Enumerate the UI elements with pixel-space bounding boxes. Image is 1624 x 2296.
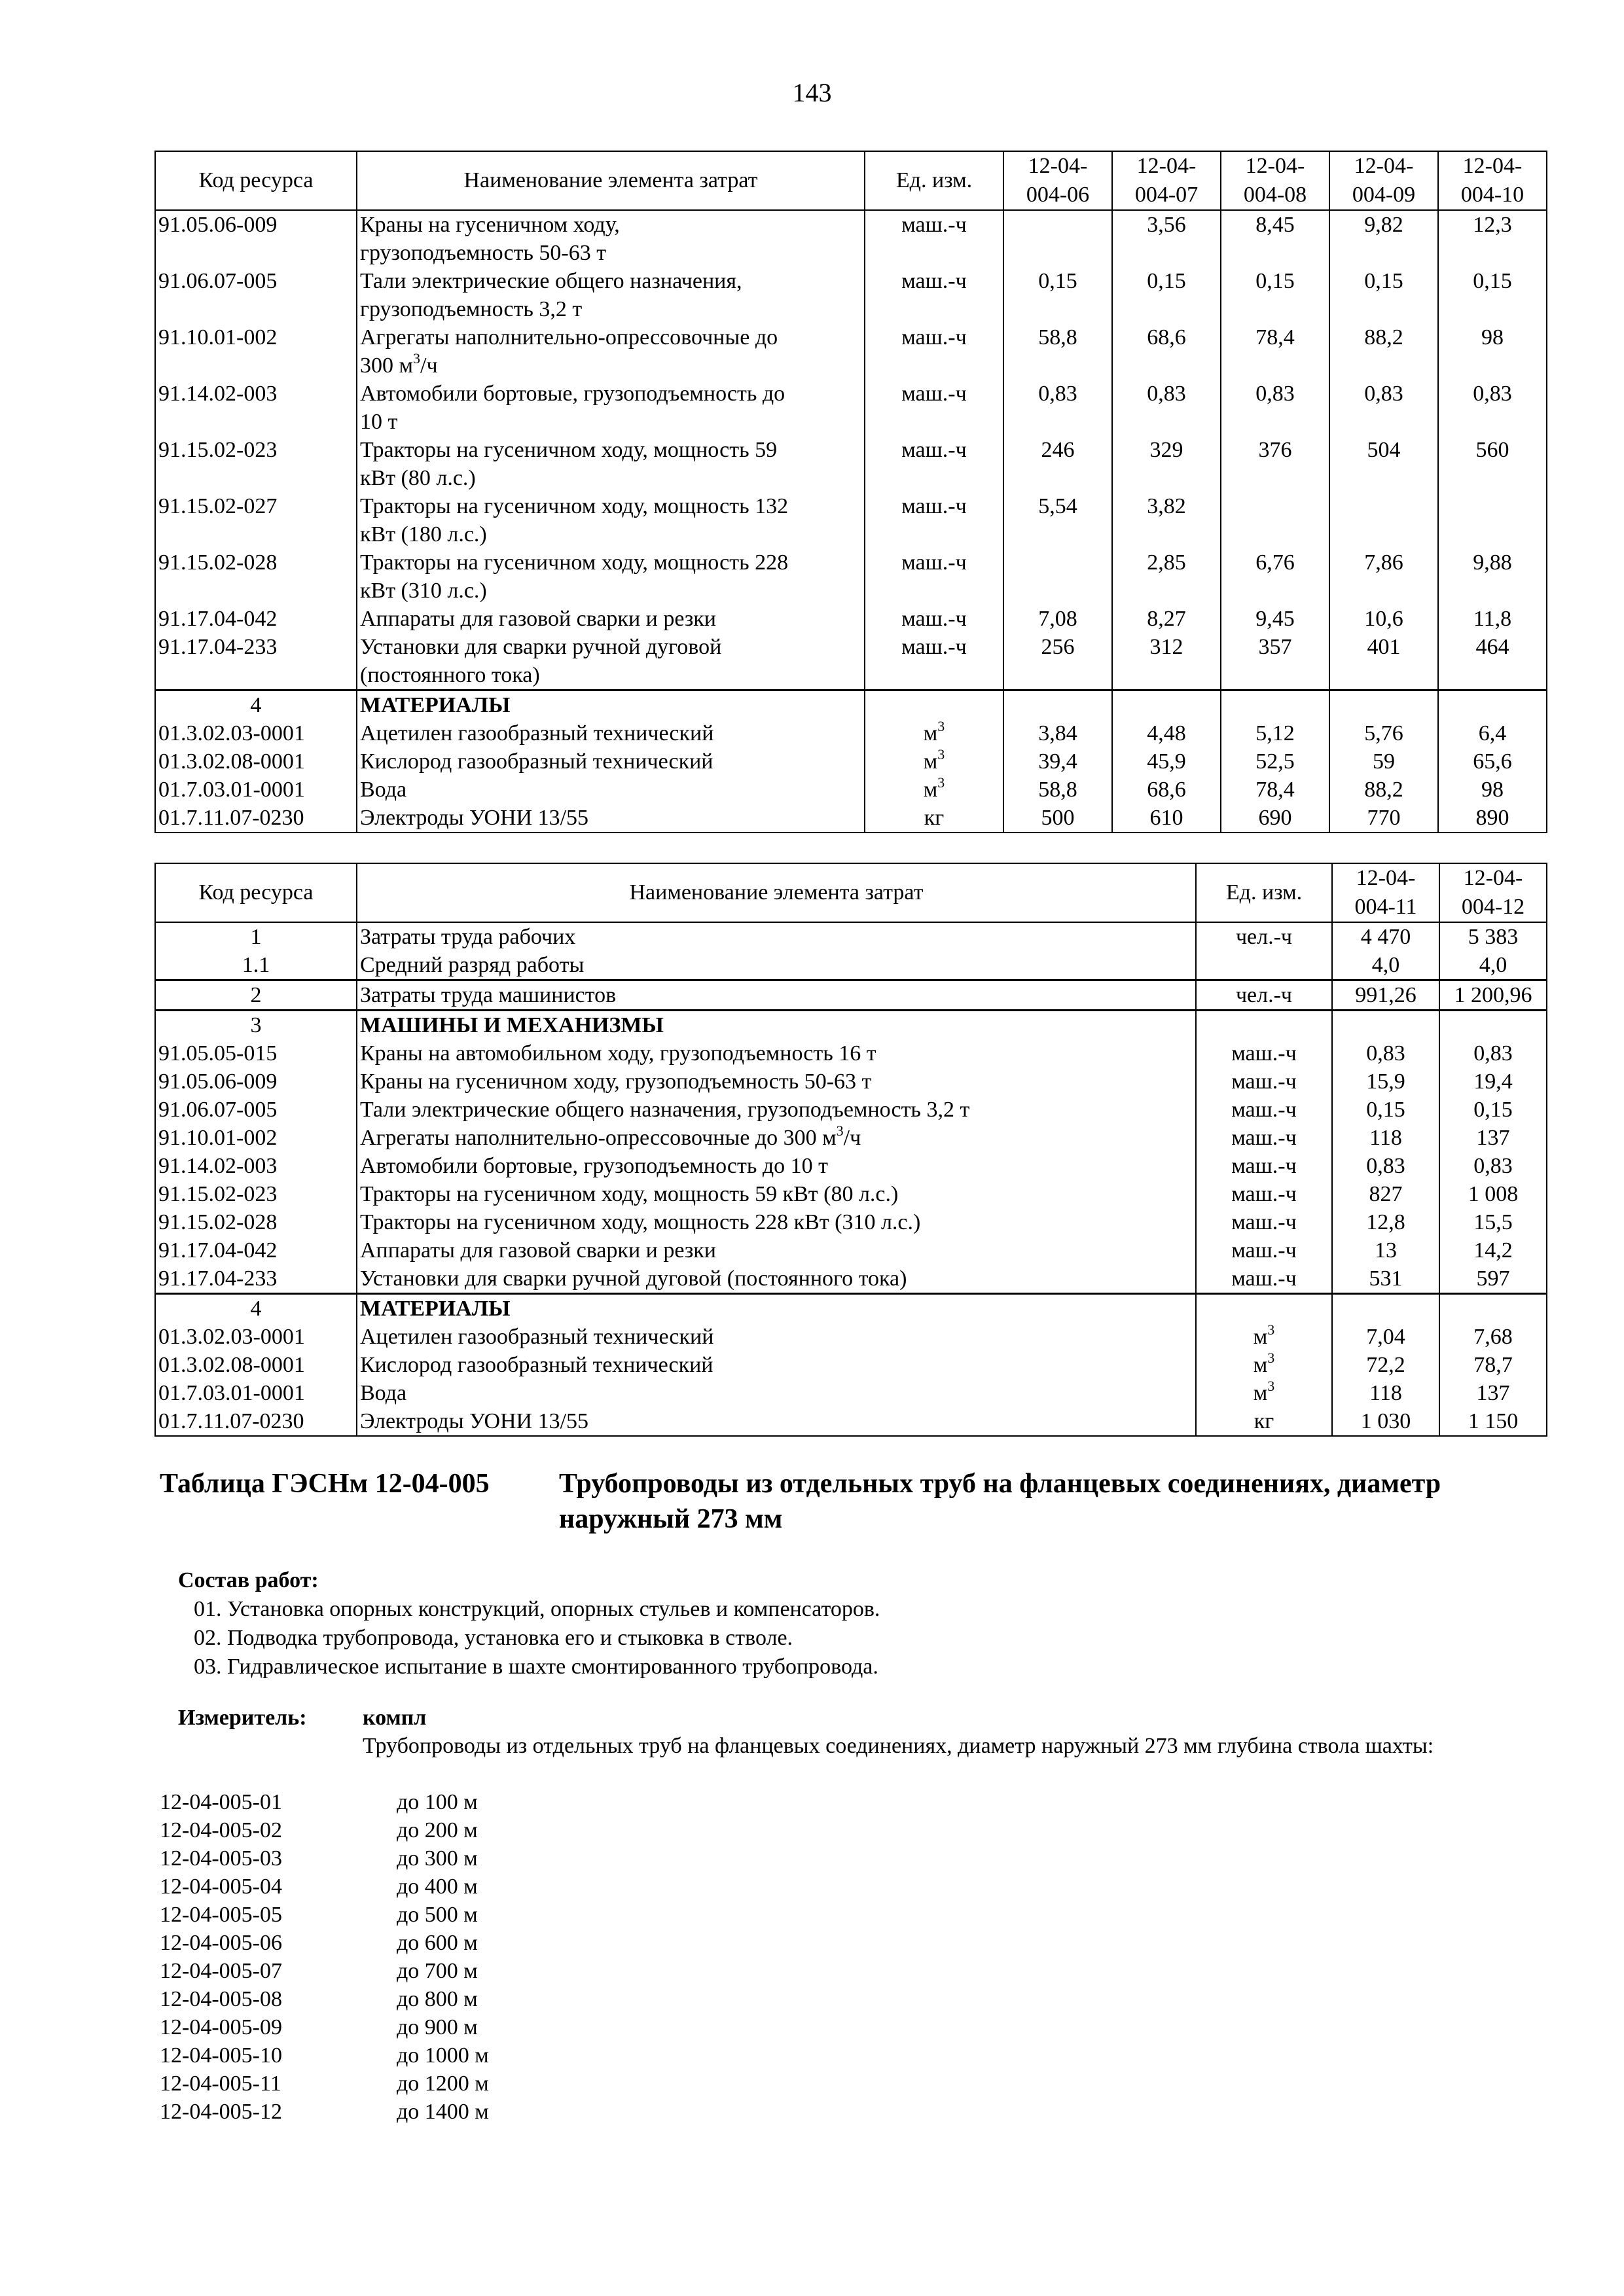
- norm-code: 12-04-005-02: [160, 1818, 282, 1842]
- cost-element-name: Краны на гусеничном ходу, грузоподъемность 50-63 т: [357, 1067, 1196, 1096]
- table-row: [155, 1096, 1547, 1124]
- column-header: Ед. изм.: [865, 151, 1003, 210]
- shaft-depth: до 1400 м: [397, 2100, 489, 2124]
- value-cell: 500: [1003, 804, 1112, 833]
- value-cell: 4,48: [1112, 719, 1221, 747]
- value-cell: 0,83: [1438, 380, 1547, 436]
- list-item: [160, 2070, 814, 2098]
- value-cell: 19,4: [1439, 1067, 1547, 1096]
- resource-code: 2: [155, 980, 357, 1011]
- table-row: [155, 1152, 1547, 1180]
- page-number: 143: [792, 78, 832, 107]
- resource-code: 91.17.04-233: [155, 1265, 357, 1294]
- value-cell: [1329, 691, 1438, 720]
- table-row: [155, 1407, 1547, 1436]
- value-cell: 0,15: [1003, 267, 1112, 323]
- shaft-depth: до 900 м: [397, 2015, 478, 2039]
- unit: маш.-ч: [865, 492, 1003, 548]
- value-cell: 4,0: [1332, 951, 1439, 980]
- cost-element-name: Вода: [357, 1379, 1196, 1407]
- cost-element-name: Кислород газообразный технический: [357, 747, 865, 776]
- value-cell: 4 470: [1332, 922, 1439, 951]
- resource-code: 91.17.04-233: [155, 633, 357, 691]
- value-cell: 10,6: [1329, 605, 1438, 633]
- value-cell: 827: [1332, 1180, 1439, 1208]
- resource-code: 91.06.07-005: [155, 1096, 357, 1124]
- meter-list: [160, 1788, 814, 2126]
- value-cell: 401: [1329, 633, 1438, 691]
- unit: маш.-ч: [865, 548, 1003, 605]
- value-cell: 5,54: [1003, 492, 1112, 548]
- cost-element-name: Тракторы на гусеничном ходу, мощность 59 кВт (80 л.с.): [357, 436, 865, 492]
- value-cell: 137: [1439, 1379, 1547, 1407]
- cost-element-name: Аппараты для газовой сварки и резки: [357, 605, 865, 633]
- value-cell: 991,26: [1332, 980, 1439, 1011]
- value-cell: 39,4: [1003, 747, 1112, 776]
- list-item: [160, 1816, 814, 1844]
- unit: [865, 691, 1003, 720]
- value-cell: 3,56: [1112, 210, 1221, 267]
- value-cell: 6,4: [1438, 719, 1547, 747]
- work-composition: [178, 1566, 880, 1681]
- resource-code: 91.15.02-027: [155, 492, 357, 548]
- table-row: [155, 1236, 1547, 1265]
- value-cell: 13: [1332, 1236, 1439, 1265]
- value-cell: 6,76: [1221, 548, 1329, 605]
- value-cell: 0,83: [1332, 1039, 1439, 1067]
- cost-element-name: Автомобили бортовые, грузоподъемность до 10 т: [357, 380, 865, 436]
- resource-code: 1: [155, 922, 357, 951]
- value-cell: 137: [1439, 1124, 1547, 1152]
- resource-code: 91.05.05-015: [155, 1039, 357, 1067]
- unit: маш.-ч: [865, 210, 1003, 267]
- shaft-depth: до 600 м: [397, 1931, 478, 1955]
- unit: [1196, 1294, 1332, 1323]
- table-row: [155, 1067, 1547, 1096]
- table-title: Трубопроводы из отдельных труб на фланцевых соединениях, диаметр наружный 273 мм: [559, 1469, 1441, 1534]
- resource-code: 01.7.11.07-0230: [155, 804, 357, 833]
- value-cell: 5,12: [1221, 719, 1329, 747]
- table-row: [155, 1265, 1547, 1294]
- resource-code: 91.15.02-028: [155, 548, 357, 605]
- column-header: 12-04- 004-06: [1003, 151, 1112, 210]
- unit: маш.-ч: [1196, 1124, 1332, 1152]
- list-item: [160, 1844, 814, 1873]
- resource-code: 91.10.01-002: [155, 323, 357, 380]
- norm-code: 12-04-005-10: [160, 2043, 282, 2068]
- table-row: [155, 1124, 1547, 1152]
- resource-table-1: [154, 151, 1547, 833]
- value-cell: 68,6: [1112, 776, 1221, 804]
- value-cell: 11,8: [1438, 605, 1547, 633]
- value-cell: [1003, 691, 1112, 720]
- resource-code: 4: [155, 691, 357, 720]
- value-cell: 9,82: [1329, 210, 1438, 267]
- unit: кг: [865, 804, 1003, 833]
- table-row: [155, 548, 1547, 605]
- work-item: 03. Гидравлическое испытание в шахте смонтированного трубопровода.: [194, 1655, 878, 1679]
- column-header: Наименование элемента затрат: [357, 151, 865, 210]
- value-cell: 118: [1332, 1379, 1439, 1407]
- list-item: [160, 2013, 814, 2041]
- table-row: [155, 1208, 1547, 1236]
- value-cell: [1003, 548, 1112, 605]
- table-row: [155, 633, 1547, 691]
- list-item: [160, 1985, 814, 2013]
- table-row: [155, 1039, 1547, 1067]
- table-row: [155, 980, 1547, 1011]
- value-cell: 65,6: [1438, 747, 1547, 776]
- column-header: 12-04- 004-12: [1439, 863, 1547, 922]
- value-cell: 9,88: [1438, 548, 1547, 605]
- column-header: 12-04- 004-11: [1332, 863, 1439, 922]
- column-header: Код ресурса: [155, 151, 357, 210]
- unit: маш.-ч: [1196, 1236, 1332, 1265]
- resource-code: 91.15.02-023: [155, 1180, 357, 1208]
- value-cell: 7,68: [1439, 1323, 1547, 1351]
- cost-element-name: Ацетилен газообразный технический: [357, 719, 865, 747]
- resource-code: 91.14.02-003: [155, 1152, 357, 1180]
- value-cell: [1221, 492, 1329, 548]
- value-cell: 118: [1332, 1124, 1439, 1152]
- unit: $м^3$: [865, 776, 1003, 804]
- norm-code: 12-04-005-04: [160, 1874, 282, 1899]
- table-row: [155, 436, 1547, 492]
- resource-code: 4: [155, 1294, 357, 1323]
- resource-code: 01.7.03.01-0001: [155, 776, 357, 804]
- value-cell: 2,85: [1112, 548, 1221, 605]
- value-cell: 690: [1221, 804, 1329, 833]
- value-cell: 98: [1438, 323, 1547, 380]
- value-cell: 0,83: [1439, 1152, 1547, 1180]
- value-cell: 45,9: [1112, 747, 1221, 776]
- value-cell: 4,0: [1439, 951, 1547, 980]
- table-row: [155, 804, 1547, 833]
- norm-code: 12-04-005-12: [160, 2100, 282, 2124]
- resource-table-2: [154, 863, 1547, 1437]
- value-cell: [1332, 1294, 1439, 1323]
- list-item: [160, 1873, 814, 1901]
- cost-element-name: Установки для сварки ручной дуговой (постоянного тока): [357, 1265, 1196, 1294]
- norm-code: 12-04-005-01: [160, 1790, 282, 1814]
- value-cell: 531: [1332, 1265, 1439, 1294]
- cost-element-name: Кислород газообразный технический: [357, 1351, 1196, 1379]
- norm-code: 12-04-005-07: [160, 1959, 282, 1983]
- table-row: [155, 1351, 1547, 1379]
- value-cell: 58,8: [1003, 323, 1112, 380]
- norm-code: 12-04-005-06: [160, 1931, 282, 1955]
- unit: маш.-ч: [1196, 1180, 1332, 1208]
- shaft-depth: до 1000 м: [397, 2043, 489, 2068]
- unit: маш.-ч: [1196, 1067, 1332, 1096]
- value-cell: 256: [1003, 633, 1112, 691]
- value-cell: 88,2: [1329, 776, 1438, 804]
- meter-description: Трубопроводы из отдельных труб на фланцевых соединениях, диаметр наружный 273 мм глубина ствола шахты:: [363, 1734, 1434, 1758]
- value-cell: 1 200,96: [1439, 980, 1547, 1011]
- table-row: [155, 691, 1547, 720]
- value-cell: 0,83: [1112, 380, 1221, 436]
- value-cell: 12,3: [1438, 210, 1547, 267]
- work-heading: Состав работ:: [178, 1568, 319, 1592]
- value-cell: 88,2: [1329, 323, 1438, 380]
- cost-element-name: МАТЕРИАЛЫ: [357, 691, 865, 720]
- value-cell: [1439, 1011, 1547, 1040]
- value-cell: 1 030: [1332, 1407, 1439, 1436]
- value-cell: 0,15: [1329, 267, 1438, 323]
- value-cell: 78,4: [1221, 323, 1329, 380]
- value-cell: [1438, 691, 1547, 720]
- resource-code: 01.3.02.03-0001: [155, 1323, 357, 1351]
- list-item: [160, 1929, 814, 1957]
- value-cell: 0,15: [1221, 267, 1329, 323]
- cost-element-name: Тракторы на гусеничном ходу, мощность 228 кВт (310 л.с.): [357, 1208, 1196, 1236]
- value-cell: [1438, 492, 1547, 548]
- cost-element-name: Тали электрические общего назначения, грузоподъемность 3,2 т: [357, 1096, 1196, 1124]
- value-cell: 12,8: [1332, 1208, 1439, 1236]
- value-cell: [1221, 691, 1329, 720]
- unit: [1196, 951, 1332, 980]
- value-cell: 597: [1439, 1265, 1547, 1294]
- value-cell: 0,15: [1332, 1096, 1439, 1124]
- norm-code: 12-04-005-11: [160, 2072, 281, 2096]
- value-cell: 15,9: [1332, 1067, 1439, 1096]
- value-cell: 0,83: [1332, 1152, 1439, 1180]
- cost-element-name: МАТЕРИАЛЫ: [357, 1294, 1196, 1323]
- value-cell: 312: [1112, 633, 1221, 691]
- value-cell: 72,2: [1332, 1351, 1439, 1379]
- norm-code: 12-04-005-05: [160, 1903, 282, 1927]
- value-cell: 0,83: [1439, 1039, 1547, 1067]
- cost-element-name: Установки для сварки ручной дуговой (постоянного тока): [357, 633, 865, 691]
- shaft-depth: до 1200 м: [397, 2072, 489, 2096]
- table-row: [155, 776, 1547, 804]
- unit: маш.-ч: [1196, 1096, 1332, 1124]
- unit: маш.-ч: [1196, 1208, 1332, 1236]
- meter-unit: компл: [363, 1706, 427, 1730]
- unit: маш.-ч: [865, 633, 1003, 691]
- value-cell: 0,15: [1439, 1096, 1547, 1124]
- value-cell: 0,15: [1438, 267, 1547, 323]
- resource-code: 91.05.06-009: [155, 1067, 357, 1096]
- resource-code: 3: [155, 1011, 357, 1040]
- unit: $м^3$: [1196, 1323, 1332, 1351]
- value-cell: 357: [1221, 633, 1329, 691]
- value-cell: 376: [1221, 436, 1329, 492]
- table-row: [155, 747, 1547, 776]
- value-cell: 15,5: [1439, 1208, 1547, 1236]
- list-item: [160, 2098, 814, 2126]
- column-header: Код ресурса: [155, 863, 357, 922]
- cost-element-name: Вода: [357, 776, 865, 804]
- work-item: 01. Установка опорных конструкций, опорных стульев и компенсаторов.: [194, 1597, 880, 1621]
- unit: маш.-ч: [1196, 1265, 1332, 1294]
- resource-code: 91.15.02-028: [155, 1208, 357, 1236]
- value-cell: 7,04: [1332, 1323, 1439, 1351]
- table-row: [155, 267, 1547, 323]
- shaft-depth: до 200 м: [397, 1818, 478, 1842]
- resource-code: 01.7.03.01-0001: [155, 1379, 357, 1407]
- unit: чел.-ч: [1196, 980, 1332, 1011]
- resource-code: 91.05.06-009: [155, 210, 357, 267]
- list-item: [160, 2041, 814, 2070]
- resource-code: 91.14.02-003: [155, 380, 357, 436]
- resource-code: 01.3.02.03-0001: [155, 719, 357, 747]
- table-row: [155, 951, 1547, 980]
- work-item: 02. Подводка трубопровода, установка его и стыковка в стволе.: [194, 1626, 793, 1650]
- column-header: 12-04- 004-10: [1438, 151, 1547, 210]
- value-cell: [1332, 1011, 1439, 1040]
- unit: маш.-ч: [865, 436, 1003, 492]
- value-cell: 9,45: [1221, 605, 1329, 633]
- norm-code: 12-04-005-09: [160, 2015, 282, 2039]
- table-row: [155, 1379, 1547, 1407]
- value-cell: 8,45: [1221, 210, 1329, 267]
- resource-code: 91.10.01-002: [155, 1124, 357, 1152]
- value-cell: 58,8: [1003, 776, 1112, 804]
- cost-element-name: Тракторы на гусеничном ходу, мощность 59 кВт (80 л.с.): [357, 1180, 1196, 1208]
- resource-code: 01.3.02.08-0001: [155, 1351, 357, 1379]
- value-cell: 3,82: [1112, 492, 1221, 548]
- cost-element-name: Электроды УОНИ 13/55: [357, 1407, 1196, 1436]
- value-cell: 7,08: [1003, 605, 1112, 633]
- norm-code: 12-04-005-03: [160, 1846, 282, 1871]
- value-cell: 246: [1003, 436, 1112, 492]
- resource-code: 01.7.11.07-0230: [155, 1407, 357, 1436]
- value-cell: 68,6: [1112, 323, 1221, 380]
- cost-element-name: Агрегаты наполнительно-опрессовочные до 300 $м^3/ч$: [357, 323, 865, 380]
- cost-element-name: Тракторы на гусеничном ходу, мощность 228 кВт (310 л.с.): [357, 548, 865, 605]
- column-header: 12-04- 004-07: [1112, 151, 1221, 210]
- norm-code: 12-04-005-08: [160, 1987, 282, 2011]
- list-item: [160, 1901, 814, 1929]
- value-cell: 78,7: [1439, 1351, 1547, 1379]
- unit: $м^3$: [865, 719, 1003, 747]
- cost-element-name: Электроды УОНИ 13/55: [357, 804, 865, 833]
- shaft-depth: до 100 м: [397, 1790, 478, 1814]
- unit: $м^3$: [865, 747, 1003, 776]
- list-item: [160, 1788, 814, 1816]
- value-cell: 59: [1329, 747, 1438, 776]
- table-header: [155, 863, 1547, 922]
- table-label: Таблица ГЭСНм 12-04-005: [160, 1469, 490, 1499]
- value-cell: [1112, 691, 1221, 720]
- unit: кг: [1196, 1407, 1332, 1436]
- column-header: Ед. изм.: [1196, 863, 1332, 922]
- value-cell: 1 008: [1439, 1180, 1547, 1208]
- column-header: 12-04- 004-09: [1329, 151, 1438, 210]
- value-cell: 890: [1438, 804, 1547, 833]
- value-cell: 0,15: [1112, 267, 1221, 323]
- table-row: [155, 492, 1547, 548]
- table-row: [155, 210, 1547, 267]
- shaft-depth: до 400 м: [397, 1874, 478, 1899]
- unit: [1196, 1011, 1332, 1040]
- unit: $м^3$: [1196, 1351, 1332, 1379]
- table-row: [155, 1011, 1547, 1040]
- table-row: [155, 605, 1547, 633]
- unit: маш.-ч: [865, 267, 1003, 323]
- cost-element-name: Средний разряд работы: [357, 951, 1196, 980]
- unit: маш.-ч: [865, 605, 1003, 633]
- shaft-depth: до 500 м: [397, 1903, 478, 1927]
- table-header: [155, 151, 1547, 210]
- value-cell: 0,83: [1003, 380, 1112, 436]
- value-cell: [1003, 210, 1112, 267]
- unit: маш.-ч: [865, 380, 1003, 436]
- value-cell: 560: [1438, 436, 1547, 492]
- resource-code: 91.06.07-005: [155, 267, 357, 323]
- value-cell: 14,2: [1439, 1236, 1547, 1265]
- column-header: Наименование элемента затрат: [357, 863, 1196, 922]
- unit: маш.-ч: [1196, 1039, 1332, 1067]
- resource-code: 91.17.04-042: [155, 1236, 357, 1265]
- list-item: [160, 1957, 814, 1985]
- table-row: [155, 1323, 1547, 1351]
- cost-element-name: Ацетилен газообразный технический: [357, 1323, 1196, 1351]
- value-cell: 98: [1438, 776, 1547, 804]
- value-cell: 770: [1329, 804, 1438, 833]
- unit: чел.-ч: [1196, 922, 1332, 951]
- value-cell: 504: [1329, 436, 1438, 492]
- resource-code: 91.15.02-023: [155, 436, 357, 492]
- value-cell: [1329, 492, 1438, 548]
- shaft-depth: до 700 м: [397, 1959, 478, 1983]
- cost-element-name: Аппараты для газовой сварки и резки: [357, 1236, 1196, 1265]
- shaft-depth: до 800 м: [397, 1987, 478, 2011]
- value-cell: 5,76: [1329, 719, 1438, 747]
- unit: $м^3$: [1196, 1379, 1332, 1407]
- cost-element-name: Затраты труда машинистов: [357, 980, 1196, 1011]
- cost-element-name: Тали электрические общего назначения, грузоподъемность 3,2 т: [357, 267, 865, 323]
- shaft-depth: до 300 м: [397, 1846, 478, 1871]
- value-cell: 52,5: [1221, 747, 1329, 776]
- resource-code: 91.17.04-042: [155, 605, 357, 633]
- unit: маш.-ч: [1196, 1152, 1332, 1180]
- value-cell: 610: [1112, 804, 1221, 833]
- cost-element-name: Тракторы на гусеничном ходу, мощность 132 кВт (180 л.с.): [357, 492, 865, 548]
- table-row: [155, 922, 1547, 951]
- cost-element-name: Затраты труда рабочих: [357, 922, 1196, 951]
- value-cell: [1439, 1294, 1547, 1323]
- value-cell: 78,4: [1221, 776, 1329, 804]
- table-row: [155, 323, 1547, 380]
- table-row: [155, 1294, 1547, 1323]
- cost-element-name: Автомобили бортовые, грузоподъемность до 10 т: [357, 1152, 1196, 1180]
- table-row: [155, 719, 1547, 747]
- meter-label: Измеритель:: [178, 1706, 307, 1730]
- value-cell: 5 383: [1439, 922, 1547, 951]
- cost-element-name: Агрегаты наполнительно-опрессовочные до 300 $м^3/ч$: [357, 1124, 1196, 1152]
- value-cell: 329: [1112, 436, 1221, 492]
- column-header: 12-04- 004-08: [1221, 151, 1329, 210]
- value-cell: 3,84: [1003, 719, 1112, 747]
- resource-code: 1.1: [155, 951, 357, 980]
- unit: маш.-ч: [865, 323, 1003, 380]
- cost-element-name: Краны на гусеничном ходу, грузоподъемность 50-63 т: [357, 210, 865, 267]
- value-cell: 7,86: [1329, 548, 1438, 605]
- value-cell: 0,83: [1329, 380, 1438, 436]
- table-row: [155, 1180, 1547, 1208]
- value-cell: 8,27: [1112, 605, 1221, 633]
- cost-element-name: Краны на автомобильном ходу, грузоподъемность 16 т: [357, 1039, 1196, 1067]
- cost-element-name: МАШИНЫ И МЕХАНИЗМЫ: [357, 1011, 1196, 1040]
- value-cell: 464: [1438, 633, 1547, 691]
- value-cell: 1 150: [1439, 1407, 1547, 1436]
- value-cell: 0,83: [1221, 380, 1329, 436]
- table-row: [155, 380, 1547, 436]
- resource-code: 01.3.02.08-0001: [155, 747, 357, 776]
